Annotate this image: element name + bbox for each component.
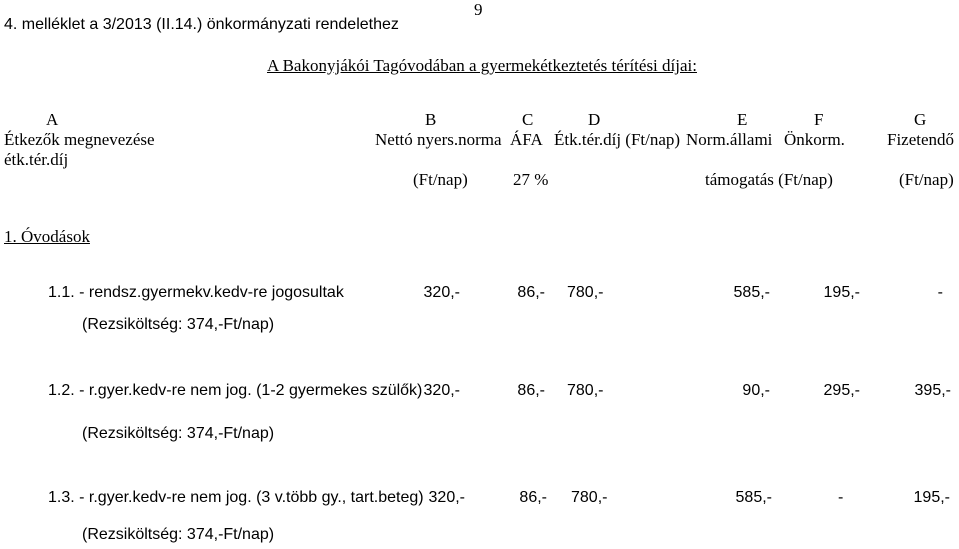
cell-onkorm: - [838,489,844,506]
unit-g: (Ft/nap) [899,170,954,189]
header-etk-ter-dij: Étk.tér.díj (Ft/nap) [554,130,681,149]
annex-title: 4. melléklet a 3/2013 (II.14.) önkormányzati rendelethez [4,16,399,33]
cell-afa: 86,- [519,489,547,506]
cell-norm-allami: 90,- [742,382,770,399]
page-heading: A Bakonyjákói Tagóvodában a gyermekétkeztetés térítési díjai: [267,56,697,75]
column-letter-g: G [914,110,927,129]
cell-afa: 86,- [517,284,545,301]
row-label: 1.2. - r.gyer.kedv-re nem jog. (1-2 gyermekes szülők) [48,382,423,399]
cell-fizetendo: 195,- [913,489,950,506]
header-etk-ter-dij-left: étk.tér.díj [4,150,69,169]
column-letter-d: D [588,110,601,129]
header-fizetendo: Fizetendő [887,130,955,149]
unit-c: 27 % [513,170,549,189]
column-letter-b: B [425,110,437,129]
cell-onkorm: 295,- [823,382,860,399]
column-letter-f: F [814,110,824,129]
cell-afa: 86,- [517,382,545,399]
header-onkorm: Önkorm. [784,130,845,149]
unit-e: támogatás (Ft/nap) [705,170,833,189]
cell-netto: 320,- [423,382,460,399]
column-letter-a: A [46,110,59,129]
cell-netto: 320,- [428,489,465,506]
cell-norm-allami: 585,- [733,284,770,301]
header-afa: ÁFA [510,130,543,149]
cell-fizetendo: 395,- [914,382,951,399]
cell-norm-allami: 585,- [735,489,772,506]
column-letter-e: E [737,110,748,129]
header-norm-allami: Norm.állami [686,130,773,149]
column-letter-c: C [522,110,534,129]
row-note: (Rezsiköltség: 374,-Ft/nap) [82,526,275,543]
cell-etk-ter-dij: 780,- [567,382,604,399]
row-label: 1.1. - rendsz.gyermekv.kedv-re jogosultak [48,284,344,301]
cell-fizetendo: - [937,284,943,301]
section-title: 1. Óvodások [4,227,90,246]
cell-etk-ter-dij: 780,- [571,489,608,506]
header-netto: Nettó nyers.norma [375,130,502,149]
row-note: (Rezsiköltség: 374,-Ft/nap) [82,425,275,442]
unit-b: (Ft/nap) [413,170,468,189]
row-note: (Rezsiköltség: 374,-Ft/nap) [82,316,275,333]
cell-etk-ter-dij: 780,- [567,284,604,301]
row-label: 1.3. - r.gyer.kedv-re nem jog. (3 v.több gy., tart.beteg) [48,489,424,506]
header-etkezok: Étkezők megnevezése [4,130,155,149]
cell-onkorm: 195,- [823,284,860,301]
cell-netto: 320,- [423,284,460,301]
page-number: 9 [474,0,483,19]
